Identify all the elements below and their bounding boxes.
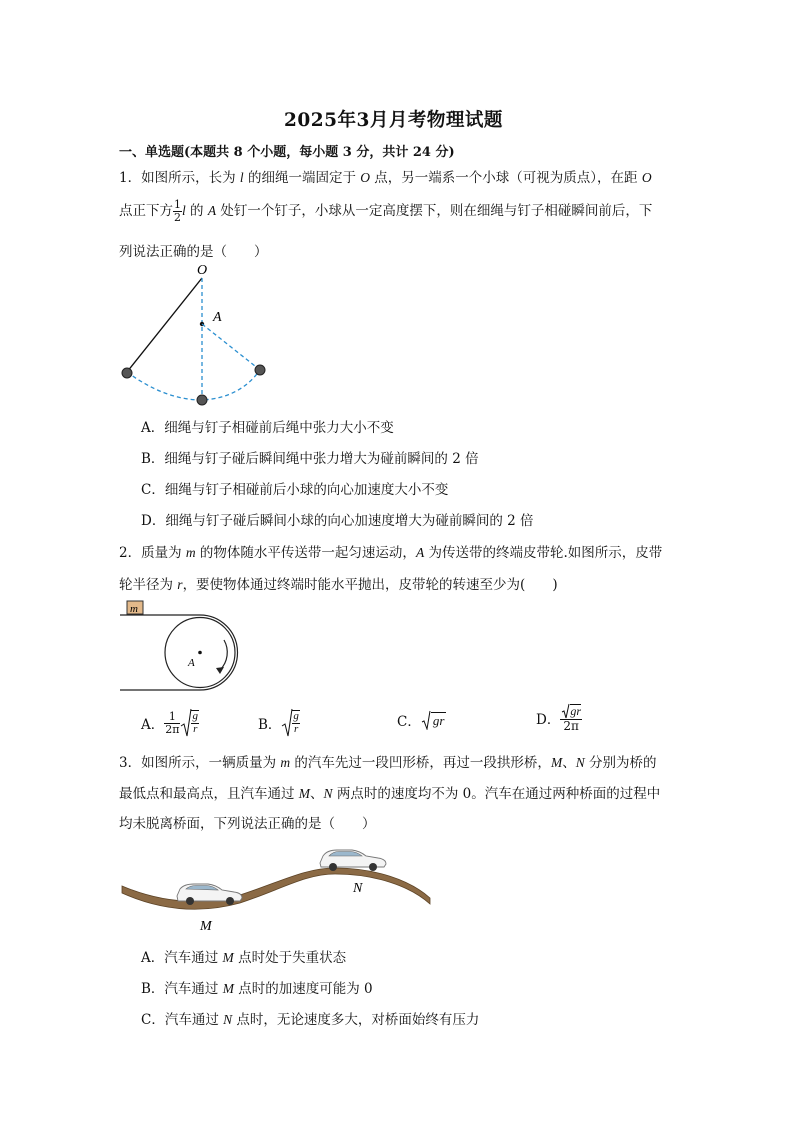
q1-option-a[interactable]: A．细绳与钉子相碰前后绳中张力大小不变 [141,420,394,436]
q2-line-2: 轮半径为 r，要使物体通过终端时能水平抛出，皮带轮的转速至少为( ) [119,577,558,593]
bridge-road [122,868,430,909]
q1-option-b[interactable]: B．细绳与钉子碰后瞬间绳中张力增大为碰前瞬间的 2 倍 [141,451,479,467]
q2-option-a[interactable]: A． $\frac{1}{2\pi}$ $\frac{g}{r}$ [141,708,199,738]
q3-line-3: 均未脱离桥面，下列说法正确的是（ ） [119,816,376,832]
pulley-center [198,651,202,655]
section-heading: 一、单选题(本题共 8 个小题，每小题 3 分，共计 24 分) [119,145,455,160]
ball-bottom [197,395,207,405]
ball-left [122,368,132,378]
car-at-N [320,850,386,871]
belt-pulley-figure [118,598,248,698]
rotation-arrow-icon [220,640,227,670]
sqrt-sign-icon [421,710,431,730]
short-rope-dashed [202,324,260,370]
q3-line-2: 最低点和最高点，且汽车通过 M、N 两点时的速度均不为 0。汽车在通过两种桥面的过程中 [119,786,661,802]
q2-option-b[interactable]: B． $\frac{g}{r}$ [258,708,300,738]
q3-line-1: 3．如图所示，一辆质量为 m 的汽车先过一段凹形桥，再过一段拱形桥，M、N 分别为桥的 [119,755,657,771]
q1-option-c[interactable]: C．细绳与钉子相碰前后小球的向心加速度大小不变 [141,482,449,498]
q2-line-1: 2．质量为 m 的物体随水平传送带一起匀速运动，A 为传送带的终端皮带轮.如图所示，皮带 [119,545,663,561]
rope-line [127,278,202,372]
rotation-arrowhead-icon [216,667,224,674]
label-A: A [213,310,222,325]
q2-option-c[interactable]: C． gr [397,710,446,730]
label-N: N [353,881,363,896]
label-O: O [197,263,208,278]
label-A-pulley: A [188,657,195,669]
q3-option-a[interactable]: A．汽车通过 M 点时处于失重状态 [141,950,347,966]
label-m: m [130,603,138,615]
q3-option-b[interactable]: B．汽车通过 M 点时的加速度可能为 0 [141,981,373,997]
ball-right [255,365,265,375]
q1-line-1: 1．如图所示，长为 l 的细绳一端固定于 O 点，另一端系一个小球（可视为质点），在距 O [119,170,652,186]
q2-option-d[interactable]: D． $\frac{gr}{2\pi}$ [536,704,581,733]
q1-option-d[interactable]: D．细绳与钉子碰后瞬间小球的向心加速度增大为碰前瞬间的 2 倍 [141,513,534,529]
sqrt-sign-icon [561,703,570,719]
fraction-one-half: $\frac{1}{2}$ [174,198,181,224]
q3-option-c[interactable]: C．汽车通过 N 点时，无论速度多大，对桥面始终有压力 [141,1012,480,1028]
swing-arc-dashed [127,370,260,400]
label-M: M [200,919,212,934]
bridge-figure [120,840,436,936]
exam-title: 2025年3月月考物理试题 [284,110,503,131]
q1-line-3: 列说法正确的是（ ） [119,244,268,260]
pendulum-figure [115,260,275,410]
q1-line-2: 点正下方 $\frac{1}{2}$ l 的 A 处钉一个钉子，小球从一定高度摆下，则在细绳与钉子相碰瞬间前后，下 [119,198,653,224]
belt-wrap [200,615,238,690]
